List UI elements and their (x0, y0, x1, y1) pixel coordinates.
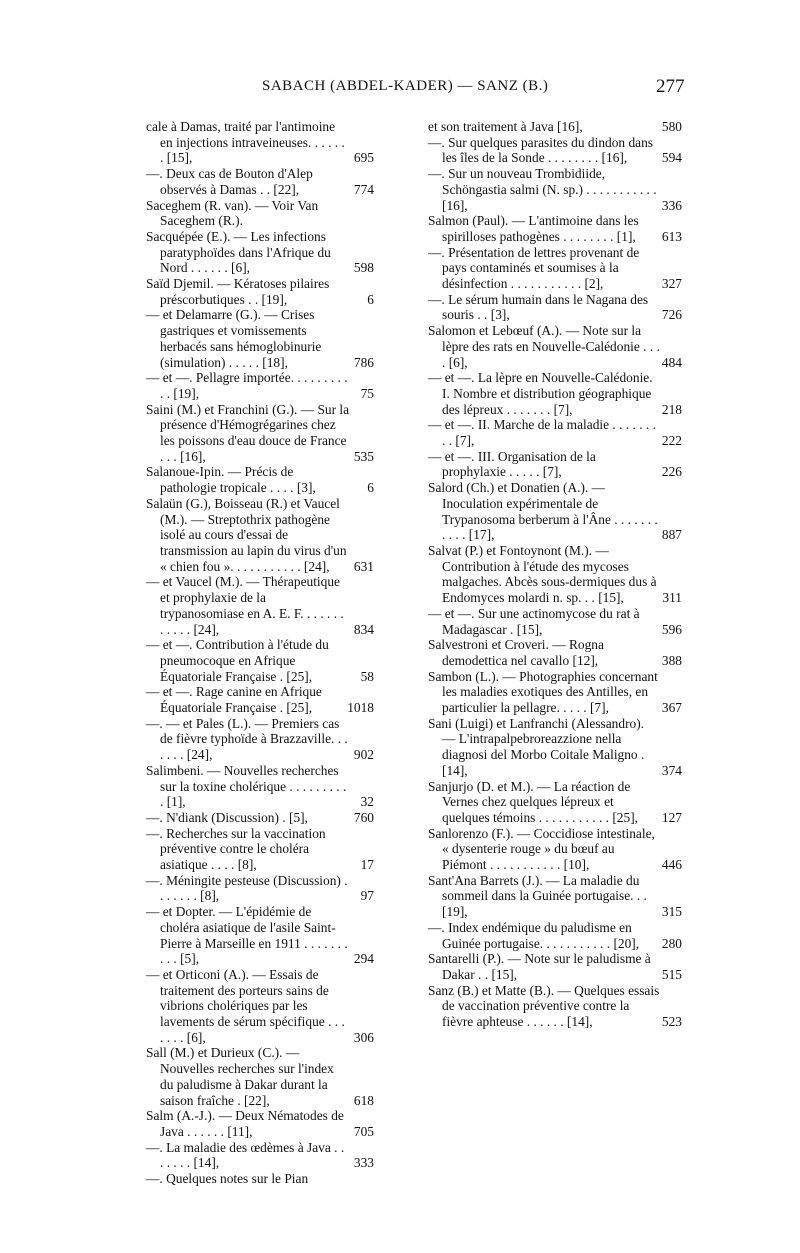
entry-text: — et —. La lèpre en Nouvelle-Calédonie. I. Nombre et distribution géographique des lépreux . . . . . . . [7], (428, 370, 653, 417)
right-column (428, 119, 684, 1030)
entry-text: — et —. II. Marche de la maladie . . . . . . . . . [7], (428, 417, 656, 449)
index-entry (428, 716, 684, 779)
index-entry (146, 574, 376, 637)
entry-page-number: 726 (661, 307, 682, 323)
entry-page-number: 596 (661, 621, 682, 637)
index-entry (428, 323, 684, 370)
entry-text: Salomon et Lebœuf (A.). — Note sur la lèpre des rats en Nouvelle-Calédonie . . . . [6], (428, 323, 660, 370)
index-entry (428, 449, 684, 480)
entry-page-number: 515 (661, 966, 682, 982)
index-entry (146, 904, 376, 967)
index-entry (146, 826, 376, 873)
entry-page-number: 1018 (347, 700, 374, 716)
entry-page-number: 327 (661, 276, 682, 292)
entry-text: Salimbeni. — Nouvelles recherches sur la toxine cholérique . . . . . . . . . . [1], (146, 762, 347, 810)
entry-text: — et —. Contribution à l'étude du pneumocoque en Afrique Équatoriale Française . [25], (146, 637, 329, 684)
entry-page-number: 218 (661, 401, 682, 417)
index-entry (428, 135, 684, 166)
entry-page-number: 695 (353, 150, 374, 166)
index-entry (428, 606, 684, 637)
entry-page-number: 786 (353, 354, 374, 370)
entry-page-number: 315 (661, 904, 682, 920)
index-entry (146, 1171, 376, 1187)
index-entry (428, 480, 684, 543)
entry-page-number: 523 (661, 1014, 682, 1030)
index-entry (146, 464, 376, 495)
index-entry (146, 684, 376, 715)
entry-page-number: 594 (661, 150, 682, 166)
entry-page-number: 58 (360, 668, 374, 684)
entry-page-number: 374 (661, 762, 682, 778)
entry-text: cale à Damas, traité par l'antimoine en injections intraveineuses. . . . . . . [15], (146, 119, 345, 166)
entry-page-number: 17 (360, 857, 374, 873)
entry-text: — et —. Sur une actinomycose du rat à Madagascar . [15], (428, 605, 640, 637)
entry-text: Sall (M.) et Durieux (C.). — Nouvelles recherches sur l'index du paludisme à Dakar durant la saison fraîche . [22], (146, 1045, 334, 1108)
entry-text: Santarelli (P.). — Note sur le paludisme à Dakar . . [15], (428, 951, 651, 982)
index-entry (146, 276, 376, 307)
entry-text: Sanlorenzo (F.). — Coccidiose intestinale, « dysenterie rouge » du bœuf au Piémont . . . . . . . . . . . [10], (428, 825, 655, 873)
index-entry (428, 637, 684, 668)
index-entry (146, 119, 376, 166)
index-entry (428, 983, 684, 1030)
entry-text: — et —. III. Organisation de la prophylaxie . . . . . [7], (428, 448, 596, 480)
entry-page-number: 75 (360, 385, 374, 401)
entry-text: —. Deux cas de Bouton d'Alep observés à Damas . . [22], (146, 166, 313, 197)
entry-text: —. Index endémique du paludisme en Guinée portugaise. . . . . . . . . . . [20], (428, 919, 640, 951)
entry-page-number: 336 (661, 197, 682, 213)
index-entry (428, 669, 684, 716)
index-entry (146, 1108, 376, 1139)
header-title: SABACH (ABDEL-KADER) — SANZ (B.) (262, 78, 549, 94)
entry-page-number: 127 (661, 809, 682, 825)
index-entry (428, 826, 684, 873)
index-entry (428, 213, 684, 244)
entry-page-number: 902 (353, 747, 374, 763)
entry-page-number: 280 (661, 935, 682, 951)
entry-text: — et —. Rage canine en Afrique Équatoriale Française . [25], (146, 684, 322, 716)
entry-text: — et Dopter. — L'épidémie de choléra asiatique de l'asile Saint-Pierre à Marseille en 1911 . . . . . . . . . . [5], (146, 904, 348, 967)
index-entry (146, 1045, 376, 1108)
index-entry (146, 307, 376, 370)
entry-text: —. La maladie des œdèmes à Java . . . . . . . [14], (146, 1139, 345, 1171)
entry-page-number: 618 (353, 1092, 374, 1108)
index-entry (146, 198, 376, 229)
entry-page-number: 6 (367, 291, 374, 307)
entry-text: Salm (A.-J.). — Deux Nématodes de Java . . . . . . [11], (146, 1108, 344, 1139)
entry-text: Saïd Djemil. — Kératoses pilaires préscorbutiques . . [19], (146, 276, 330, 307)
entry-page-number: 222 (661, 433, 682, 449)
entry-text: —. Recherches sur la vaccination préventive contre le choléra asiatique . . . . [8], (146, 825, 326, 873)
entry-page-number: 760 (353, 809, 374, 825)
index-entry (146, 1140, 376, 1171)
entry-text: Saini (M.) et Franchini (G.). — Sur la présence d'Hémogrégarines chez les poissons d'eau douce de France . . . [16], (146, 401, 350, 464)
entry-text: — et Orticoni (A.). — Essais de traitement des porteurs sains de vibrions cholériques par les lavements de sérum spécifique . . . . . . . [6], (146, 966, 345, 1045)
entry-page-number: 774 (353, 181, 374, 197)
entry-text: Salaün (G.), Boisseau (R.) et Vaucel (M.). — Streptothrix pathogène isolé au cours d'essai de transmission au lapin du virus d'un « chien fou ». . . . . . . . . . . [24], (146, 495, 347, 574)
entry-page-number: 484 (661, 354, 682, 370)
entry-text: —. Le sérum humain dans le Nagana des souris . . [3], (428, 291, 649, 323)
entry-page-number: 834 (353, 621, 374, 637)
entry-text: —. Présentation de lettres provenant de pays contaminés et soumises à la désinfection . . . . . . . . . . . [2], (428, 244, 640, 292)
index-entry (428, 119, 684, 135)
entry-text: Sambon (L.). — Photographies concernant les maladies exotiques des Antilles, en particulier la pellagre. . . . . [7], (428, 668, 658, 716)
entry-text: — et Vaucel (M.). — Thérapeutique et prophylaxie de la trypanosomiase en A. E. F. . . . . . . . . . . . [24], (146, 574, 344, 637)
index-entry (428, 543, 684, 606)
entry-page-number: 705 (353, 1124, 374, 1139)
entry-page-number: 388 (661, 652, 682, 668)
left-column (146, 119, 376, 1187)
index-entry (146, 229, 376, 276)
entry-page-number: 535 (353, 448, 374, 464)
entry-text: Sant'Ana Barrets (J.). — La maladie du sommeil dans la Guinée portugaise. . . [19], (428, 872, 647, 920)
entry-page-number: 367 (661, 700, 682, 716)
entry-text: —. N'diank (Discussion) . [5], (146, 809, 308, 825)
index-entry (146, 166, 376, 197)
entry-page-number: 311 (662, 590, 682, 606)
index-entry (146, 496, 376, 575)
entry-text: et son traitement à Java [16], (428, 119, 583, 134)
index-entry (428, 245, 684, 292)
entry-text: Saceghem (R. van). — Voir Van Saceghem (R.). (146, 197, 319, 229)
index-entry (428, 166, 684, 213)
index-entry (428, 292, 684, 323)
entry-text: Sanjurjo (D. et M.). — La réaction de Vernes chez quelques lépreux et quelques témoins . . . . . . . . . . . [25], (428, 778, 639, 825)
entry-text: Salvat (P.) et Fontoynont (M.). — Contribution à l'étude des mycoses malgaches. Abcès sous-dermiques dus à Endomyces molardi n. sp. . . [15], (428, 542, 657, 606)
entry-text: Sanz (B.) et Matte (B.). — Quelques essais de vaccination préventive contre la fièvre aphteuse . . . . . . [14], (428, 982, 660, 1030)
index-entry (146, 810, 376, 826)
entry-text: Salmon (Paul). — L'antimoine dans les spirilloses pathogènes . . . . . . . . [1], (428, 213, 639, 244)
entry-text: — et Delamarre (G.). — Crises gastriques et vomissements herbacés sans hémoglobinurie (simulation) . . . . . [18], (146, 307, 322, 370)
index-entry (428, 873, 684, 920)
entry-page-number: 631 (353, 558, 374, 574)
index-entry (428, 370, 684, 417)
index-entry (146, 763, 376, 810)
index-entry (428, 951, 684, 982)
running-header (0, 78, 800, 102)
entry-text: —. — et Pales (L.). — Premiers cas de fièvre typhoïde à Brazzaville. . . . . . . [24], (146, 715, 348, 763)
entry-text: Salord (Ch.) et Donatien (A.). — Inoculation expérimentale de Trypanosoma berberum à l'Âne . . . . . . . . . . . [17], (428, 480, 658, 543)
index-entry (146, 873, 376, 904)
entry-text: —. Quelques notes sur le Pian (146, 1171, 309, 1187)
index-entry (428, 920, 684, 951)
entry-page-number: 97 (360, 888, 374, 904)
entry-page-number: 887 (661, 527, 682, 543)
entry-text: Salanoue-Ipin. — Précis de pathologie tropicale . . . . [3], (146, 464, 316, 496)
entry-page-number: 32 (360, 794, 374, 810)
entry-text: —. Méningite pesteuse (Discussion) . . . . . . . [8], (146, 872, 348, 904)
entry-text: —. Sur quelques parasites du dindon dans les îles de la Sonde . . . . . . . . [16], (428, 134, 654, 166)
entry-page-number: 333 (353, 1155, 374, 1171)
entry-page-number: 294 (353, 951, 374, 967)
entry-text: —. Sur un nouveau Trombidiide, Schöngastia salmi (N. sp.) . . . . . . . . . . . [16], (428, 166, 657, 213)
index-entry (146, 637, 376, 684)
entry-text: Sani (Luigi) et Lanfranchi (Alessandro). — L'intrapalpebroreazzione nella diagnosi del Morbo Coitale Maligno . [14], (428, 715, 645, 778)
entry-text: Sacquépée (E.). — Les infections paratyphoïdes dans l'Afrique du Nord . . . . . . [6], (146, 228, 331, 276)
entry-page-number: 306 (353, 1029, 374, 1045)
entry-text: — et —. Pellagre importée. . . . . . . . . . . [19], (146, 370, 348, 401)
entry-page-number: 613 (661, 228, 682, 244)
index-entry (146, 370, 376, 401)
entry-page-number: 446 (661, 857, 682, 873)
entry-text: Salvestroni et Croveri. — Rogna demodettica nel cavallo [12], (428, 637, 604, 668)
index-entry (428, 417, 684, 448)
page-number: 277 (656, 76, 685, 97)
entry-page-number: 226 (661, 464, 682, 480)
index-entry (146, 716, 376, 763)
entry-page-number: 580 (661, 119, 682, 134)
index-entry (146, 402, 376, 465)
index-entry (428, 779, 684, 826)
index-entry (146, 967, 376, 1046)
entry-page-number: 598 (353, 260, 374, 276)
entry-page-number: 6 (367, 480, 374, 496)
